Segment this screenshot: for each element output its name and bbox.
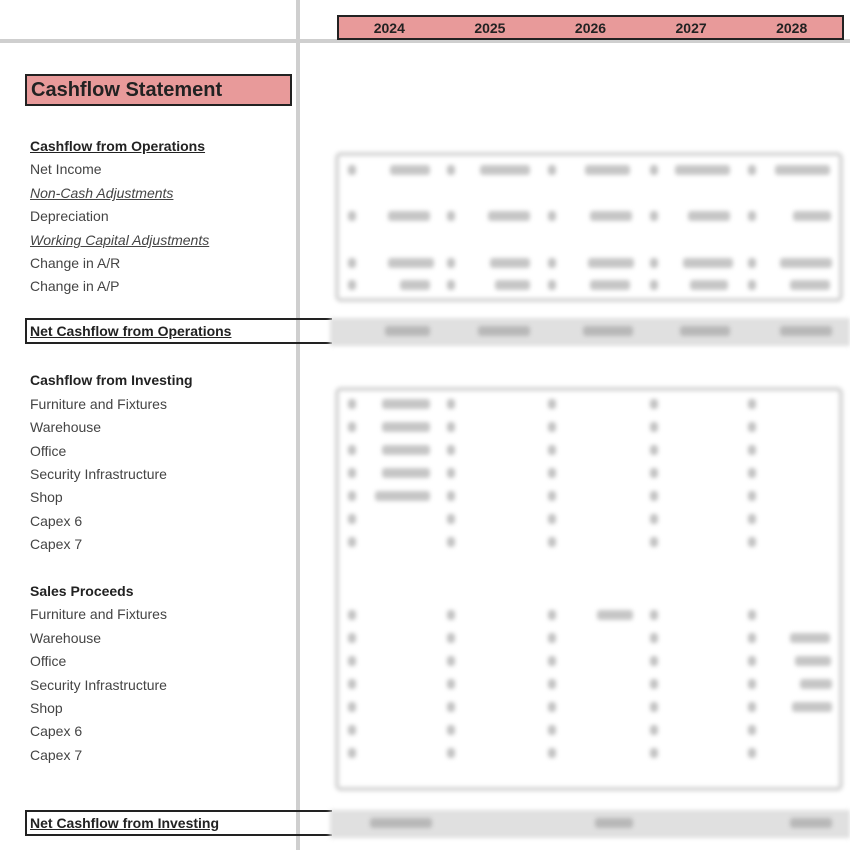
- blurred-value: [588, 258, 634, 268]
- blurred-currency-symbol: [447, 537, 455, 547]
- blurred-currency-symbol: [447, 280, 455, 290]
- column-divider: [296, 0, 300, 850]
- blurred-currency-symbol: [650, 399, 658, 409]
- blurred-currency-symbol: [447, 399, 455, 409]
- blurred-currency-symbol: [548, 656, 556, 666]
- blurred-currency-symbol: [748, 491, 756, 501]
- blurred-value: [597, 610, 633, 620]
- blurred-value: [790, 280, 830, 290]
- blurred-currency-symbol: [548, 211, 556, 221]
- row-non-cash-adjustments[interactable]: Non-Cash Adjustments: [30, 185, 174, 201]
- page-title-cell[interactable]: [25, 74, 292, 106]
- blurred-value: [683, 258, 733, 268]
- blurred-currency-symbol: [447, 725, 455, 735]
- blurred-currency-symbol: [650, 422, 658, 432]
- row-capex-furniture[interactable]: Furniture and Fixtures: [30, 396, 167, 412]
- blurred-currency-symbol: [650, 445, 658, 455]
- blurred-currency-symbol: [447, 748, 455, 758]
- blurred-currency-symbol: [447, 679, 455, 689]
- blurred-currency-symbol: [447, 445, 455, 455]
- blurred-value: [790, 633, 830, 643]
- blurred-value: [382, 399, 430, 409]
- operations-heading[interactable]: Cashflow from Operations: [30, 138, 206, 154]
- blurred-value: [590, 280, 630, 290]
- blurred-currency-symbol: [748, 748, 756, 758]
- blurred-currency-symbol: [748, 537, 756, 547]
- blurred-value: [400, 280, 430, 290]
- row-capex-6[interactable]: Capex 6: [30, 513, 83, 529]
- blurred-value: [385, 326, 430, 336]
- blurred-currency-symbol: [748, 468, 756, 478]
- row-capex-security[interactable]: Security Infrastructure: [30, 466, 167, 482]
- blurred-value: [775, 165, 830, 175]
- blurred-currency-symbol: [348, 468, 356, 478]
- blurred-currency-symbol: [548, 445, 556, 455]
- row-depreciation[interactable]: Depreciation: [30, 208, 109, 224]
- blurred-value: [790, 818, 832, 828]
- blurred-value: [793, 211, 831, 221]
- row-change-in-ar[interactable]: Change in A/R: [30, 255, 121, 271]
- blurred-currency-symbol: [650, 633, 658, 643]
- blurred-value: [490, 258, 530, 268]
- blurred-value: [495, 280, 530, 290]
- blurred-currency-symbol: [348, 748, 356, 758]
- blurred-currency-symbol: [447, 422, 455, 432]
- blurred-currency-symbol: [348, 165, 356, 175]
- blurred-currency-symbol: [348, 702, 356, 712]
- blurred-currency-symbol: [447, 491, 455, 501]
- row-sale-capex-6[interactable]: Capex 6: [30, 723, 83, 739]
- blurred-currency-symbol: [447, 468, 455, 478]
- blurred-currency-symbol: [348, 399, 356, 409]
- blurred-currency-symbol: [447, 633, 455, 643]
- blurred-currency-symbol: [548, 748, 556, 758]
- row-capex-7[interactable]: Capex 7: [30, 536, 83, 552]
- blurred-currency-symbol: [650, 280, 658, 290]
- blurred-currency-symbol: [447, 258, 455, 268]
- blurred-currency-symbol: [650, 211, 658, 221]
- blurred-value: [382, 468, 430, 478]
- year-header-bar: [337, 15, 844, 40]
- blurred-currency-symbol: [348, 514, 356, 524]
- row-working-capital-adjustments[interactable]: Working Capital Adjustments: [30, 232, 210, 248]
- row-sale-warehouse[interactable]: Warehouse: [30, 630, 102, 646]
- blurred-value: [388, 211, 430, 221]
- investing-heading[interactable]: Cashflow from Investing: [30, 372, 193, 388]
- row-sale-furniture[interactable]: Furniture and Fixtures: [30, 606, 167, 622]
- blurred-currency-symbol: [748, 656, 756, 666]
- blurred-value: [382, 445, 430, 455]
- blurred-currency-symbol: [447, 514, 455, 524]
- blurred-currency-symbol: [748, 725, 756, 735]
- blurred-currency-symbol: [548, 468, 556, 478]
- blurred-currency-symbol: [548, 258, 556, 268]
- row-capex-warehouse[interactable]: Warehouse: [30, 419, 102, 435]
- blurred-currency-symbol: [748, 679, 756, 689]
- blurred-currency-symbol: [548, 514, 556, 524]
- blurred-value: [690, 280, 728, 290]
- blurred-currency-symbol: [548, 165, 556, 175]
- blurred-value: [792, 702, 832, 712]
- row-change-in-ap[interactable]: Change in A/P: [30, 278, 120, 294]
- year-2025: 2025: [474, 19, 506, 36]
- blurred-currency-symbol: [748, 211, 756, 221]
- blurred-currency-symbol: [650, 468, 658, 478]
- blurred-currency-symbol: [548, 537, 556, 547]
- blurred-currency-symbol: [748, 258, 756, 268]
- blurred-currency-symbol: [348, 610, 356, 620]
- blurred-currency-symbol: [548, 399, 556, 409]
- blurred-currency-symbol: [748, 610, 756, 620]
- year-2027: 2027: [675, 19, 707, 36]
- net-cashflow-investing-row[interactable]: [25, 810, 332, 836]
- blurred-currency-symbol: [650, 610, 658, 620]
- blurred-value: [388, 258, 434, 268]
- blurred-value: [488, 211, 530, 221]
- blurred-value: [480, 165, 530, 175]
- blurred-currency-symbol: [447, 702, 455, 712]
- blurred-currency-symbol: [348, 633, 356, 643]
- blurred-currency-symbol: [650, 514, 658, 524]
- row-capex-office[interactable]: Office: [30, 443, 67, 459]
- blurred-currency-symbol: [650, 656, 658, 666]
- blurred-currency-symbol: [748, 422, 756, 432]
- blurred-currency-symbol: [748, 702, 756, 712]
- blurred-currency-symbol: [447, 211, 455, 221]
- blurred-currency-symbol: [748, 399, 756, 409]
- blurred-currency-symbol: [650, 165, 658, 175]
- blurred-currency-symbol: [348, 211, 356, 221]
- blurred-currency-symbol: [548, 422, 556, 432]
- blurred-currency-symbol: [650, 491, 658, 501]
- blurred-currency-symbol: [650, 537, 658, 547]
- blurred-value: [370, 818, 432, 828]
- blurred-currency-symbol: [348, 258, 356, 268]
- blurred-currency-symbol: [348, 280, 356, 290]
- row-sale-security[interactable]: Security Infrastructure: [30, 677, 167, 693]
- row-sale-office[interactable]: Office: [30, 653, 67, 669]
- net-cashflow-operations-row[interactable]: [25, 318, 332, 344]
- net-cashflow-investing-label: Net Cashflow from Investing: [30, 815, 220, 831]
- blurred-value: [675, 165, 730, 175]
- blurred-currency-symbol: [650, 702, 658, 712]
- sales-proceeds-heading[interactable]: Sales Proceeds: [30, 583, 134, 599]
- blurred-currency-symbol: [548, 702, 556, 712]
- blurred-value: [590, 211, 632, 221]
- year-2028: 2028: [776, 19, 808, 36]
- blurred-value: [375, 491, 430, 501]
- blurred-currency-symbol: [348, 491, 356, 501]
- page-title: Cashflow Statement: [31, 78, 223, 101]
- blurred-value: [680, 326, 730, 336]
- blurred-value: [382, 422, 430, 432]
- blurred-value: [595, 818, 633, 828]
- blurred-value: [800, 679, 832, 689]
- year-2024: 2024: [373, 19, 405, 36]
- blurred-currency-symbol: [548, 679, 556, 689]
- blurred-currency-symbol: [548, 633, 556, 643]
- blurred-currency-symbol: [548, 725, 556, 735]
- row-net-income[interactable]: Net Income: [30, 161, 102, 177]
- blurred-currency-symbol: [348, 656, 356, 666]
- blurred-currency-symbol: [650, 725, 658, 735]
- blurred-currency-symbol: [748, 633, 756, 643]
- blurred-currency-symbol: [348, 725, 356, 735]
- blurred-value: [390, 165, 430, 175]
- blurred-value: [583, 326, 633, 336]
- blurred-currency-symbol: [548, 491, 556, 501]
- blurred-currency-symbol: [650, 258, 658, 268]
- blurred-value: [585, 165, 630, 175]
- blurred-currency-symbol: [748, 514, 756, 524]
- blurred-currency-symbol: [548, 610, 556, 620]
- blurred-value: [780, 326, 832, 336]
- blurred-currency-symbol: [748, 280, 756, 290]
- blurred-currency-symbol: [348, 445, 356, 455]
- year-2026: 2026: [574, 19, 607, 36]
- blurred-currency-symbol: [748, 165, 756, 175]
- blurred-value: [478, 326, 530, 336]
- row-sale-shop[interactable]: Shop: [30, 700, 63, 716]
- blurred-currency-symbol: [748, 445, 756, 455]
- blurred-currency-symbol: [447, 656, 455, 666]
- blurred-currency-symbol: [650, 679, 658, 689]
- blurred-value: [688, 211, 730, 221]
- blurred-currency-symbol: [650, 748, 658, 758]
- blurred-currency-symbol: [348, 422, 356, 432]
- net-cashflow-operations-label: Net Cashflow from Operations: [30, 323, 232, 339]
- blurred-currency-symbol: [447, 165, 455, 175]
- blurred-currency-symbol: [447, 610, 455, 620]
- blurred-currency-symbol: [348, 679, 356, 689]
- row-capex-shop[interactable]: Shop: [30, 489, 63, 505]
- row-sale-capex-7[interactable]: Capex 7: [30, 747, 83, 763]
- blurred-currency-symbol: [348, 537, 356, 547]
- blurred-currency-symbol: [548, 280, 556, 290]
- blurred-value: [780, 258, 832, 268]
- blurred-value: [795, 656, 831, 666]
